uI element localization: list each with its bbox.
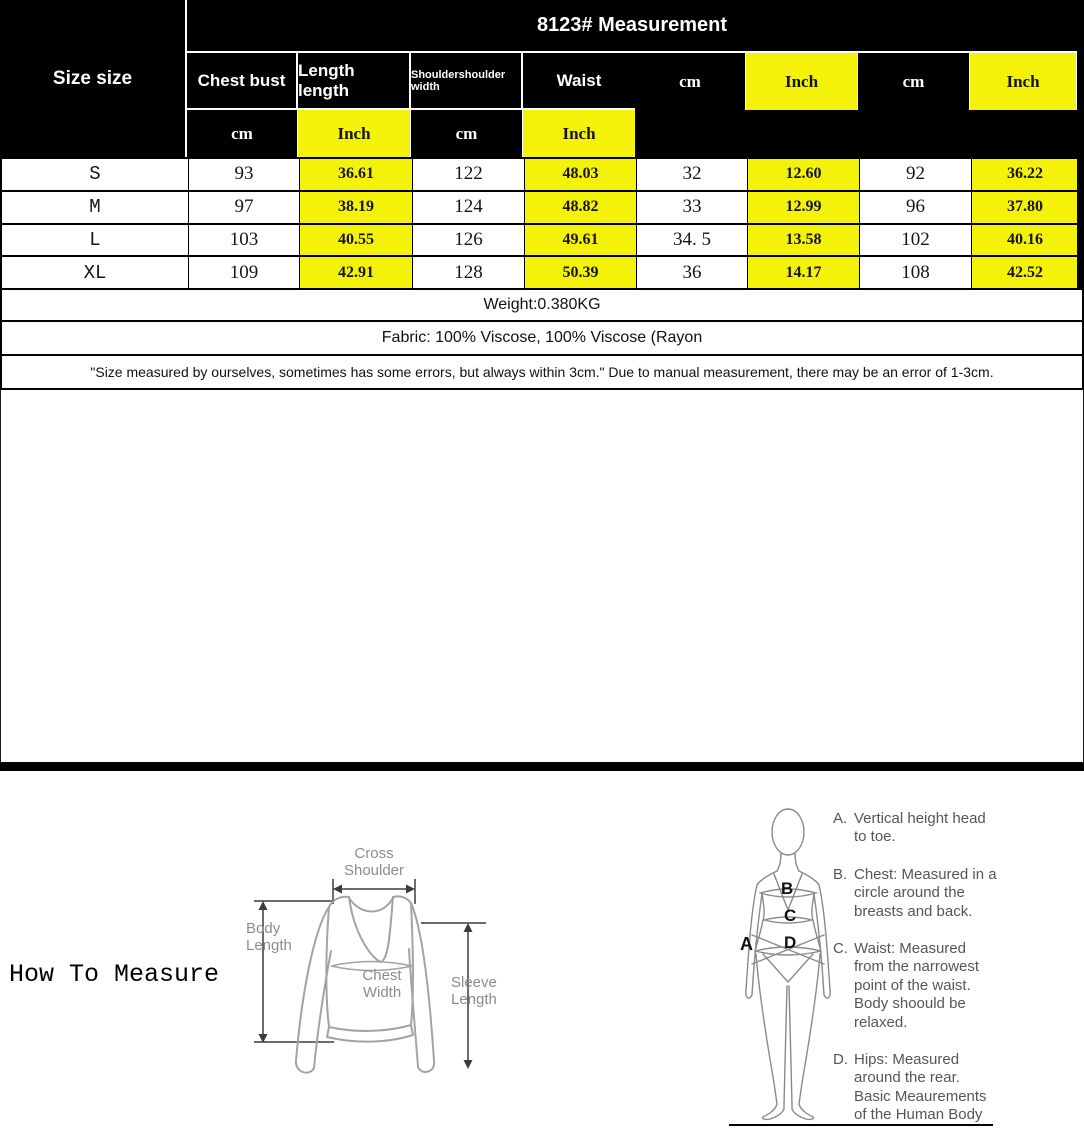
measure-heading: How To Measure — [9, 960, 220, 989]
unit-header-inch: Inch — [970, 53, 1077, 110]
value-cell: 13.58 — [748, 225, 860, 258]
group-header-chest: Chest bust — [187, 53, 298, 110]
size-cell: M — [2, 192, 189, 225]
value-cell: 12.60 — [748, 159, 860, 192]
value-cell: 38.19 — [300, 192, 413, 225]
value-cell: 40.55 — [300, 225, 413, 258]
value-cell: 124 — [413, 192, 525, 225]
group-header-waist: Waist — [523, 53, 635, 110]
value-cell: 103 — [189, 225, 300, 258]
figure-marker-d: D — [784, 933, 797, 952]
value-cell: 50.39 — [525, 257, 637, 290]
unit-header-inch: Inch — [523, 110, 635, 157]
unit-header-cm: cm — [858, 53, 970, 110]
size-cell: L — [2, 225, 189, 258]
value-cell: 40.16 — [972, 225, 1079, 258]
annotation-d: D. Hips: Measured around the rear. Basic Meaurements of the Human Body — [833, 1051, 987, 1124]
fabric-note: Fabric: 100% Viscose, 100% Viscose (Rayon — [0, 322, 1084, 356]
group-header-shoulder: Shouldershoulder width — [411, 53, 523, 110]
value-cell: 34. 5 — [637, 225, 748, 258]
size-cell: XL — [2, 257, 189, 290]
annotation-a: A. Vertical height head to toe. — [833, 810, 986, 846]
table-right-black-strip — [1077, 0, 1084, 290]
annotation-c: C. Waist: Measured from the narrowest point of the waist. Body shoould be relaxed. — [833, 940, 980, 1031]
value-cell: 48.82 — [525, 192, 637, 225]
value-cell: 92 — [860, 159, 972, 192]
value-cell: 36.22 — [972, 159, 1079, 192]
unit-header-cm: cm — [411, 110, 523, 157]
value-cell: 109 — [189, 257, 300, 290]
bottom-black-bar — [0, 762, 1084, 771]
size-cell: S — [2, 159, 189, 192]
value-cell: 42.52 — [972, 257, 1079, 290]
value-cell: 49.61 — [525, 225, 637, 258]
unit-header-cm: cm — [187, 110, 298, 157]
garment-label-sleeve-length: Sleeve Length — [451, 974, 497, 1008]
value-cell: 126 — [413, 225, 525, 258]
chart-title: 8123# Measurement — [187, 0, 1077, 53]
disclaimer-note: "Size measured by ourselves, sometimes has some errors, but always within 3cm." Due to manual measurement, there may be an error of 1-3cm. — [0, 356, 1084, 390]
measure-annotations — [833, 810, 1013, 1144]
value-cell: 108 — [860, 257, 972, 290]
value-cell: 96 — [860, 192, 972, 225]
unit-header-cm: cm — [635, 53, 746, 110]
value-cell: 102 — [860, 225, 972, 258]
size-table-body — [0, 157, 1077, 290]
value-cell: 48.03 — [525, 159, 637, 192]
value-cell: 93 — [189, 159, 300, 192]
value-cell: 128 — [413, 257, 525, 290]
size-column-header: Size size — [0, 0, 187, 157]
garment-label-chest-width: Chest Width — [362, 967, 402, 1001]
measure-guide-section — [0, 390, 1084, 1124]
value-cell: 97 — [189, 192, 300, 225]
size-table-header — [0, 0, 1077, 157]
figure-underline-divider — [729, 1124, 993, 1126]
figure-marker-b: B — [781, 879, 794, 898]
unit-header-inch: Inch — [746, 53, 858, 110]
weight-note: Weight:0.380KG — [0, 290, 1084, 322]
value-cell: 37.80 — [972, 192, 1079, 225]
value-cell: 32 — [637, 159, 748, 192]
value-cell: 14.17 — [748, 257, 860, 290]
value-cell: 33 — [637, 192, 748, 225]
value-cell: 122 — [413, 159, 525, 192]
value-cell: 36 — [637, 257, 748, 290]
value-cell: 12.99 — [748, 192, 860, 225]
value-cell: 42.91 — [300, 257, 413, 290]
group-header-length: Length length — [298, 53, 411, 110]
garment-label-body-length: Body Length — [246, 920, 292, 954]
body-figure-sketch — [736, 802, 846, 1130]
unit-header-inch: Inch — [298, 110, 411, 157]
figure-marker-a: A — [740, 934, 753, 954]
figure-marker-c: C — [784, 906, 797, 925]
annotation-b: B. Chest: Measured in a circle around the breasts and back. — [833, 865, 997, 920]
value-cell: 36.61 — [300, 159, 413, 192]
garment-label-cross-shoulder: Cross Shoulder — [343, 845, 405, 879]
